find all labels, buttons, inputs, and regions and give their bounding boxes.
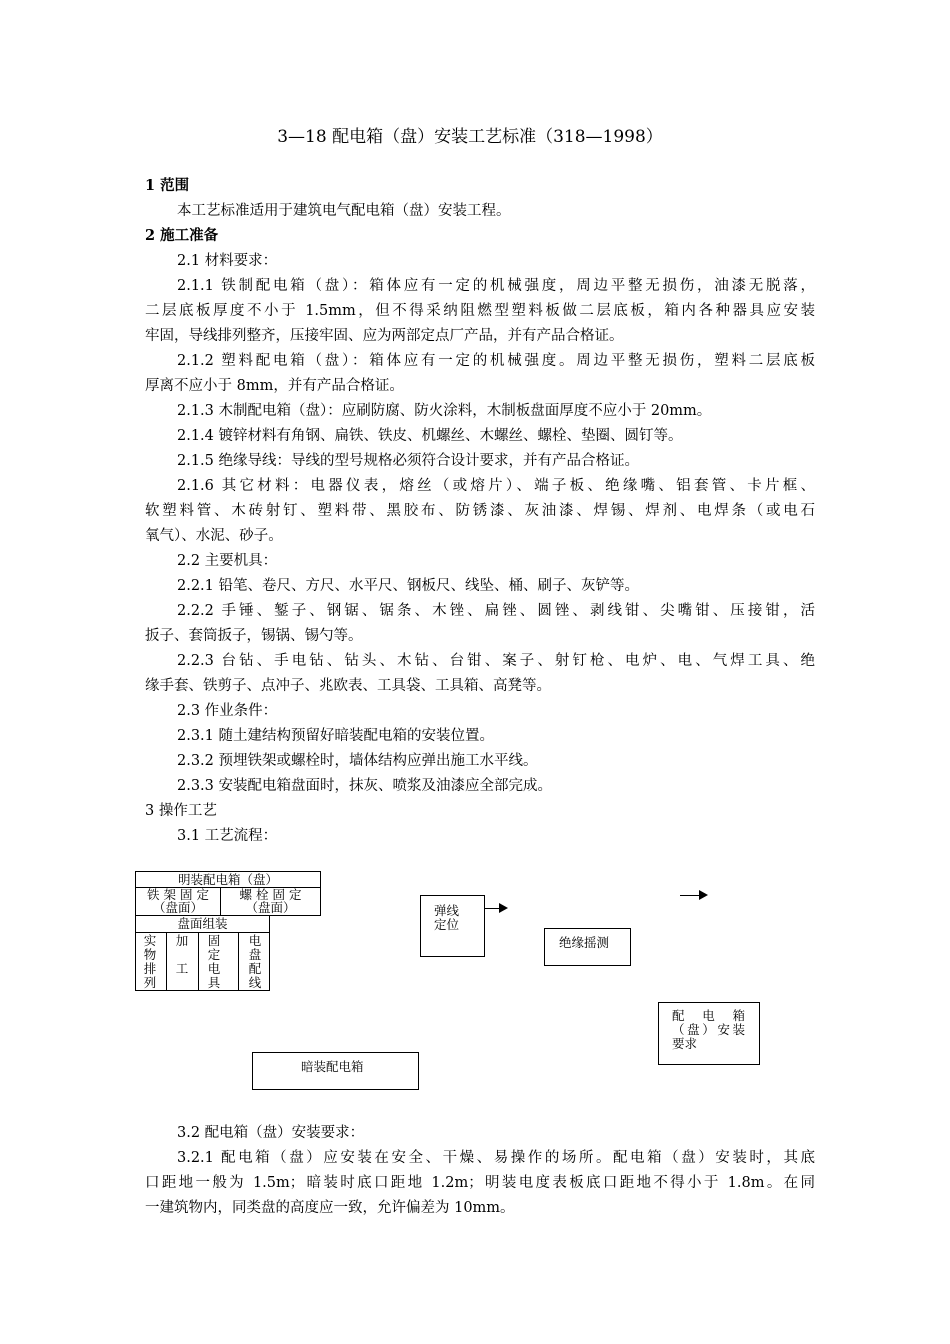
section-3-heading: 3 操作工艺: [145, 803, 217, 819]
page-title: 3—18 配电箱（盘）安装工艺标准（318—1998）: [277, 127, 663, 147]
flow-panel-assembly: 盘面组装: [135, 915, 270, 933]
section-2-2-3-line2: 缘手套、铁剪子、点冲子、兆欧表、工具袋、工具箱、高凳等。: [145, 678, 551, 694]
flow-surface-box: 明装配电箱（盘）: [135, 871, 321, 888]
flow-step-panel-wiring: 电 盘 配 线: [248, 933, 262, 990]
section-2-3-3: 2.3.3 安装配电箱盘面时，抹灰、喷浆及油漆应全部完成。: [177, 778, 553, 794]
section-2-1-2-line2: 厚离不应小于 8mm，并有产品合格证。: [145, 378, 404, 394]
section-2-1-2-line1: 2.1.2 塑料配电箱（盘）：箱体应有一定的机械强度。周边平整无损伤，塑料二层底板: [177, 353, 815, 369]
section-2-2-2-line1: 2.2.2 手锤、錾子、钢锯、锯条、木锉、扁锉、圆锉、剥线钳、尖嘴钳、压接钳，活: [177, 603, 815, 619]
flow-arrow-line: [680, 895, 701, 896]
flow-mark-position: 弹线 定位: [420, 895, 485, 957]
section-2-1-1-line3: 牢固，导线排列整齐，压接牢固、应为两部定点厂产品，并有产品合格证。: [145, 328, 624, 344]
flow-install-requirements-line1: 配 电 箱: [672, 1008, 745, 1023]
section-2-1-6-line3: 氧气）、水泥、砂子。: [145, 528, 283, 544]
section-2-3: 2.3 作业条件：: [177, 703, 278, 719]
flow-arrow-head: [699, 890, 708, 900]
flow-divider: [166, 932, 167, 991]
section-2-2-3-line1: 2.2.3 台钻、手电钻、钻头、木钻、台钳、案子、射钉枪、电炉、电、气焊工具、绝: [177, 653, 815, 669]
flow-step-fix-fixtures: 固 定 电 具: [207, 933, 221, 990]
section-2-1-6-line2: 软塑料管、木砖射钉、塑料带、黑胶布、防锈漆、灰油漆、焊锡、焊剂、电焊条（或电石: [145, 503, 815, 519]
section-3-1: 3.1 工艺流程：: [177, 828, 278, 844]
flow-arrow-head: [499, 903, 508, 913]
section-2-1-5: 2.1.5 绝缘导线：导线的型号规格必须符合设计要求，并有产品合格证。: [177, 453, 640, 469]
section-2-1: 2.1 材料要求：: [177, 253, 278, 269]
flow-install-requirements: [658, 1002, 760, 1065]
section-2-1-6-line1: 2.1.6 其它材料：电器仪表，熔丝（或熔片）、端子板、绝缘嘴、铝套管、卡片框、: [177, 478, 815, 494]
section-2-3-1: 2.3.1 随土建结构预留好暗装配电箱的安装位置。: [177, 728, 495, 744]
section-3-2-1-line1: 3.2.1 配电箱（盘）应安装在安全、干燥、易操作的场所。配电箱（盘）安装时，其底: [177, 1150, 815, 1166]
section-2-1-1-line1: 2.1.1 铁制配电箱（盘）：箱体应有一定的机械强度，周边平整无损伤，油漆无脱落，: [177, 278, 815, 294]
section-2-2-2-line2: 扳子、套筒扳子，锡锅、锡勺等。: [145, 628, 363, 644]
section-2-2-1: 2.2.1 铅笔、卷尺、方尺、水平尺、钢板尺、线坠、桶、刷子、灰铲等。: [177, 578, 640, 594]
section-3-2-1-line2: 口距地一般为 1.5m；暗装时底口距地 1.2m；明装电度表板底口距地不得小于 1.8m。在同: [145, 1175, 815, 1191]
flow-insulation-test: 绝缘摇测: [544, 928, 631, 966]
section-1-heading: 1 范围: [145, 177, 190, 194]
flow-iron-frame-fix-line1: 铁 架 固 定: [147, 887, 209, 902]
section-3-2: 3.2 配电箱（盘）安装要求：: [177, 1125, 365, 1141]
flow-step-layout: 实 物 排 列: [143, 933, 157, 990]
flow-step-process: 加 工: [175, 933, 189, 976]
flow-divider: [238, 932, 239, 991]
section-2-1-1-line2: 二层底板厚度不小于 1.5mm，但不得采纳阻燃型塑料板做二层底板，箱内各种器具应安装: [145, 303, 815, 319]
flow-iron-frame-fix: [135, 887, 221, 916]
flow-concealed-box: 暗装配电箱: [252, 1052, 419, 1090]
section-2-heading: 2 施工准备: [145, 227, 219, 244]
flow-install-requirements-line3: 要求: [672, 1036, 698, 1051]
section-2-1-4: 2.1.4 镀锌材料有角钢、扁铁、铁皮、机螺丝、木螺丝、螺栓、垫圈、圆钉等。: [177, 428, 683, 444]
section-2-3-2: 2.3.2 预埋铁架或螺栓时，墙体结构应弹出施工水平线。: [177, 753, 538, 769]
flow-iron-frame-fix-line2: （盘面）: [152, 900, 203, 915]
flow-bolt-fix-line2: （盘面）: [245, 900, 296, 915]
flow-bolt-fix: [220, 887, 321, 916]
flow-divider: [198, 932, 199, 991]
section-2-2: 2.2 主要机具：: [177, 553, 278, 569]
flow-install-requirements-line2: （盘）安装: [672, 1022, 745, 1037]
section-2-1-3: 2.1.3 木制配电箱（盘）：应刷防腐、防火涂料，木制板盘面厚度不应小于 20mm。: [177, 403, 712, 419]
section-1-text: 本工艺标准适用于建筑电气配电箱（盘）安装工程。: [177, 203, 511, 219]
flow-bolt-fix-line1: 螺 栓 固 定: [239, 887, 302, 902]
section-3-2-1-line3: 一建筑物内，同类盘的高度应一致，允许偏差为 10mm。: [145, 1200, 515, 1216]
